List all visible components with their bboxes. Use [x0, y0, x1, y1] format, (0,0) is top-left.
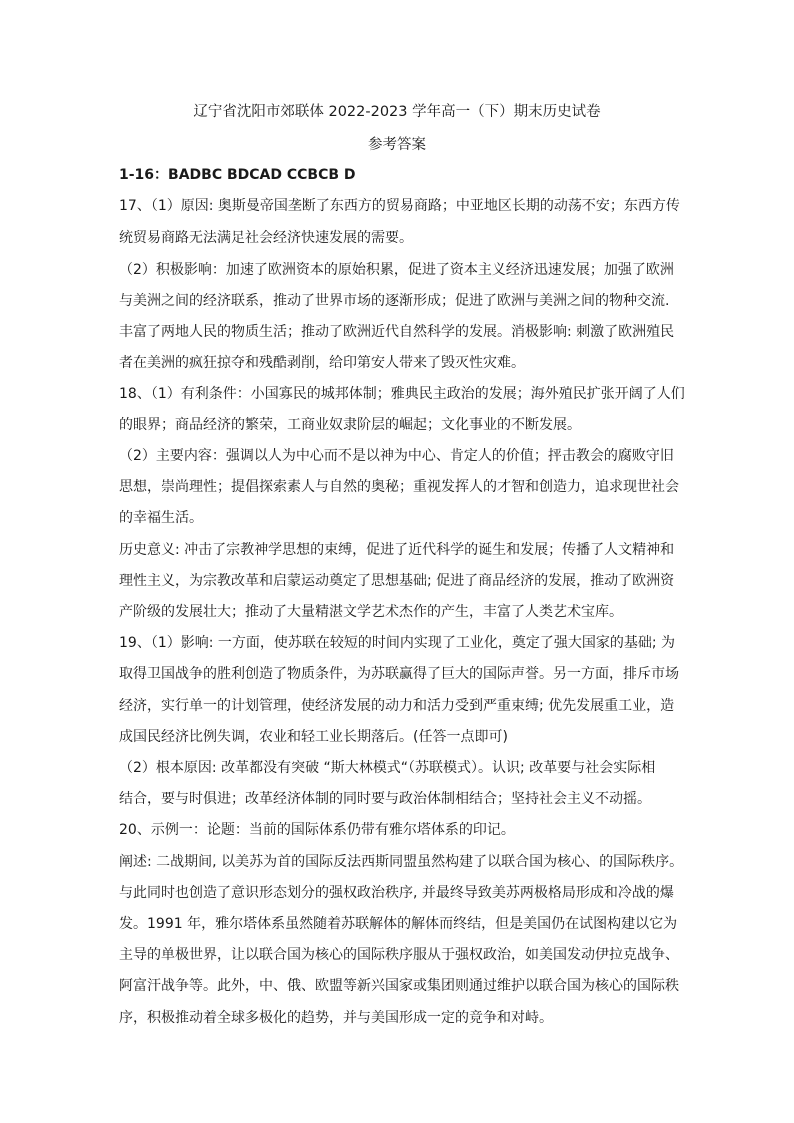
answer-line: 者在美洲的疯狂掠夺和残酷剥削，给印第安人带来了毁灭性灾难。	[119, 355, 525, 371]
answer-line: 19、（1）影响: 一方面，使苏联在较短的时间内实现了工业化，奠定了强大国家的基础; 为	[119, 635, 676, 651]
answer-line: 序，积极推动着全球多极化的趋势，并与美国形成一定的竞争和对峙。	[119, 1010, 553, 1026]
answer-line: 20、示例一：论题：当前的国际体系仍带有雅尔塔体系的印记。	[119, 822, 515, 838]
answer-line: 成国民经济比例失调，农业和轻工业长期落后。(任答一点即可)	[119, 729, 508, 745]
answer-line: 取得卫国战争的胜利创造了物质条件，为苏联赢得了巨大的国际声誉。另一方面，排斥市场	[119, 666, 679, 682]
answer-line: 17、（1）原因: 奥斯曼帝国垄断了东西方的贸易商路；中亚地区长期的动荡不安；东西方传	[119, 198, 680, 214]
document-title: 辽宁省沈阳市郊联体 2022-2023 学年高一（下）期末历史试卷	[193, 104, 601, 120]
answer-line: 发。1991 年，雅尔塔体系虽然随着苏联解体的解体而终结，但是美国仍在试图构建以它为	[119, 916, 678, 932]
answer-line: 18、（1）有利条件：小国寡民的城邦体制；雅典民主政治的发展；海外殖民扩张开阔了人们	[119, 386, 685, 402]
answer-line: 产阶级的发展壮大；推动了大量精湛文学艺术杰作的产生，丰富了人类艺术宝库。	[119, 604, 623, 620]
answer-line: 与美洲之间的经济联系，推动了世界市场的逐渐形成；促进了欧洲与美洲之间的物种交流.	[119, 293, 670, 309]
answer-line: 1-16：BADBC BDCAD CCBCB D	[119, 167, 356, 183]
answer-line: （2）积极影响：加速了欧洲资本的原始积累，促进了资本主义经济迅速发展；加强了欧洲	[119, 262, 674, 278]
answer-line: 丰富了两地人民的物质生活；推动了欧洲近代自然科学的发展。消极影响: 刺激了欧洲殖民	[119, 324, 675, 340]
answer-line: 理性主义，为宗教改革和启蒙运动奠定了思想基础; 促进了商品经济的发展，推动了欧洲资	[119, 573, 675, 589]
answer-line: （2）根本原因: 改革都没有突破 “斯大林模式“（苏联模式）。认识; 改革要与社会实际相	[119, 760, 656, 776]
answer-line: 统贸易商路无法满足社会经济快速发展的需要。	[119, 230, 413, 246]
answer-line: 结合，要与时俱进；改革经济体制的同时要与政治体制相结合；坚持社会主义不动摇。	[119, 791, 651, 807]
answer-line: 经济，实行单一的计划管理，使经济发展的动力和活力受到严重束缚; 优先发展重工业，造	[119, 698, 675, 714]
answer-line: 的幸福生活。	[119, 510, 203, 526]
answer-line: 阐述: 二战期间, 以美苏为首的国际反法西斯同盟虽然构建了以联合国为核心、的国际秩序。	[119, 854, 684, 870]
answer-line: 主导的单极世界，让以联合国为核心的国际秩序服从于强权政治，如美国发动伊拉克战争、	[119, 947, 679, 963]
document-subtitle: 参考答案	[368, 137, 426, 153]
answer-line: 阿富汗战争等。此外，中、俄、欧盟等新兴国家或集团则通过维护以联合国为核心的国际秩	[119, 978, 679, 994]
answer-line: 的眼界；商品经济的繁荣，工商业奴隶阶层的崛起；文化事业的不断发展。	[119, 417, 581, 433]
answer-line: 思想，崇尚理性；提倡探索素人与自然的奥秘；重视发挥人的才智和创造力，追求现世社会	[119, 479, 679, 495]
answer-line: （2）主要内容：强调以人为中心而不是以神为中心、肯定人的价值；抨击教会的腐败守旧	[119, 448, 674, 464]
answer-line: 与此同时也创造了意识形态划分的强权政治秩序, 并最终导致美苏两极格局形成和冷战的爆	[119, 885, 674, 901]
answer-line: 历史意义: 冲击了宗教神学思想的束缚，促进了近代科学的诞生和发展；传播了人文精神和	[119, 542, 675, 558]
